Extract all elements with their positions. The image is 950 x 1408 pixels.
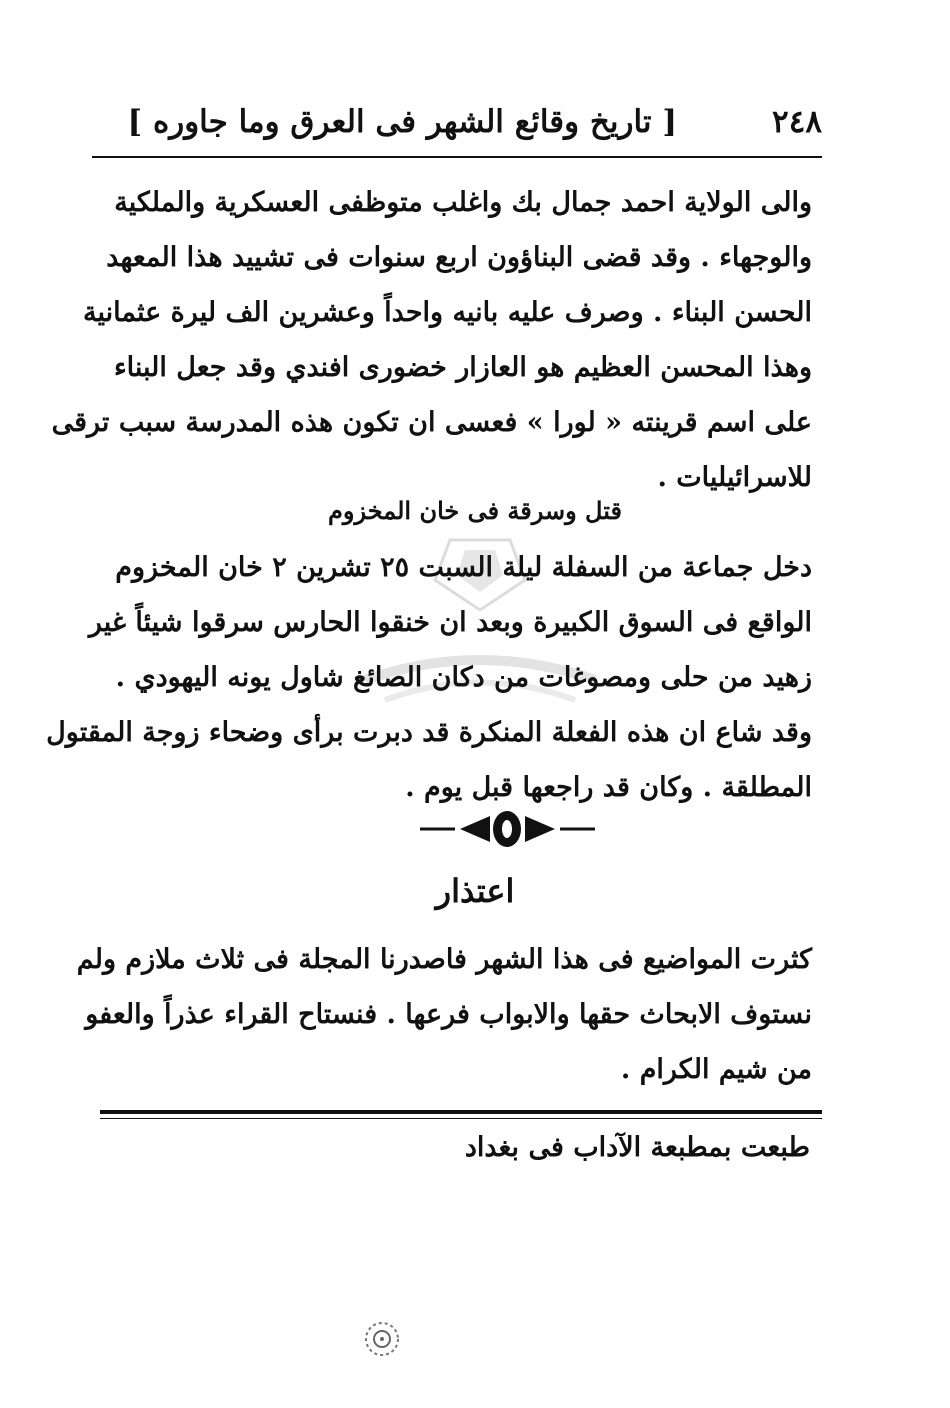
text-line: الحسن البناء . وصرف عليه بانيه واحداً وعشرين الف ليرة عثمانية [83,297,812,328]
text-line: على اسم قرينته « لورا » فعسى ان تكون هذه المدرسة سبب ترقى [51,407,812,438]
footer-rule-thin [100,1118,822,1119]
section-title: اعتذار [435,872,515,910]
library-stamp-icon [360,1318,404,1360]
text-line: الواقع فى السوق الكبيرة وبعد ان خنقوا الحارس سرقوا شيئاً غير [88,607,812,638]
text-line: زهيد من حلى ومصوغات من دكان الصائغ شاول يونه اليهودي . [115,662,812,693]
ornament-divider [415,808,600,850]
text-line: من شيم الكرام . [620,1054,812,1085]
header-rule [92,156,822,158]
article-paragraph-2 [46,540,812,815]
text-line: دخل جماعة من السفلة ليلة السبت ٢٥ تشرين ٢ خان المخزوم [115,552,812,583]
apology-paragraph [76,932,812,1097]
printer-colophon: طبعت بمطبعة الآداب فى بغداد [464,1132,810,1163]
text-line: والى الولاية احمد جمال بك واغلب متوظفى العسكرية والملكية [114,187,812,218]
page-header [92,96,822,152]
text-line: وقد شاع ان هذه الفعلة المنكرة قد دبرت برأى وضحاء زوجة المقتول [46,717,812,748]
running-title: [ تاريخ وقائع الشهر فى العرق وما جاوره ] [127,104,677,140]
footer-rule [100,1110,822,1114]
text-line: للاسرائيليات . [657,462,812,493]
news-subheading: قتل وسرقة فى خان المخزوم [328,496,622,525]
text-line: والوجهاء . وقد قضى البناؤون اربع سنوات فى تشييد هذا المعهد [106,242,812,273]
text-line: المطلقة . وكان قد راجعها قبل يوم . [405,772,812,803]
page-number: ٢٤٨ [772,104,822,140]
text-line: نستوف الابحاث حقها والابواب فرعها . فنستاح القراء عذراً والعفو [85,999,812,1030]
text-line: كثرت المواضيع فى هذا الشهر فاصدرنا المجلة فى ثلاث ملازم ولم [76,944,812,975]
text-line: وهذا المحسن العظيم هو العازار خضورى افندي وقد جعل البناء [113,352,812,383]
article-paragraph-1 [51,175,812,505]
